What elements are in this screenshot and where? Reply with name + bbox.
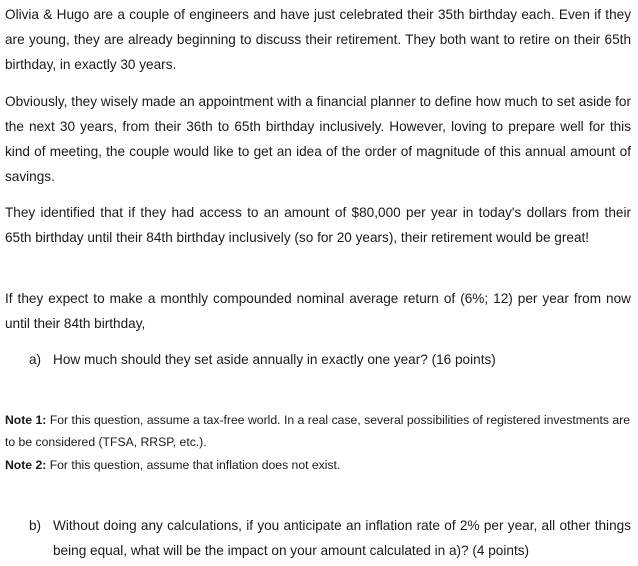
- note-2-label: Note 2:: [5, 458, 47, 472]
- note-2: [5, 454, 630, 476]
- question-b-text: Without doing any calculations, if you anticipate an inflation rate of 2% per year, all other things being equal, what will be the impact on your amount calculated in a)? (4 points): [53, 518, 631, 558]
- paragraph-return-rate: If they expect to make a monthly compounded nominal average return of (6%; 12) per year from now until their 84th birthday,: [5, 291, 631, 331]
- question-a-label: a): [29, 352, 42, 367]
- question-a-text: How much should they set aside annually in exactly one year? (16 points): [53, 352, 496, 367]
- note-1-label: Note 1:: [5, 413, 47, 427]
- paragraph-financial-planner: Obviously, they wisely made an appointment with a financial planner to define how much to set aside for the next 30 years, from their 36th to 65th birthday inclusively. However, loving to prepare well for this kind of meeting, the couple would like to get an idea of the order of magnitude of this annual amount of savings.: [5, 94, 631, 184]
- note-1-text: For this question, assume a tax-free world. In a real case, several possibilities of registered investments are to be considered (TFSA, RRSP, etc.).: [5, 413, 630, 449]
- question-b-label: b): [29, 518, 42, 533]
- note-2-text: For this question, assume that inflation does not exist.: [49, 458, 341, 472]
- paragraph-retirement-income: They identified that if they had access to an amount of $80,000 per year in today's dollars from their 65th birthday until their 84th birthday inclusively (so for 20 years), their retirement would be great!: [5, 205, 631, 245]
- paragraph-intro: Olivia & Hugo are a couple of engineers and have just celebrated their 35th birthday each. Even if they are young, they are already beginning to discuss their retirement. They both want to retire on their 65th birthday, in exactly 30 years.: [5, 7, 631, 72]
- note-1: [5, 409, 630, 453]
